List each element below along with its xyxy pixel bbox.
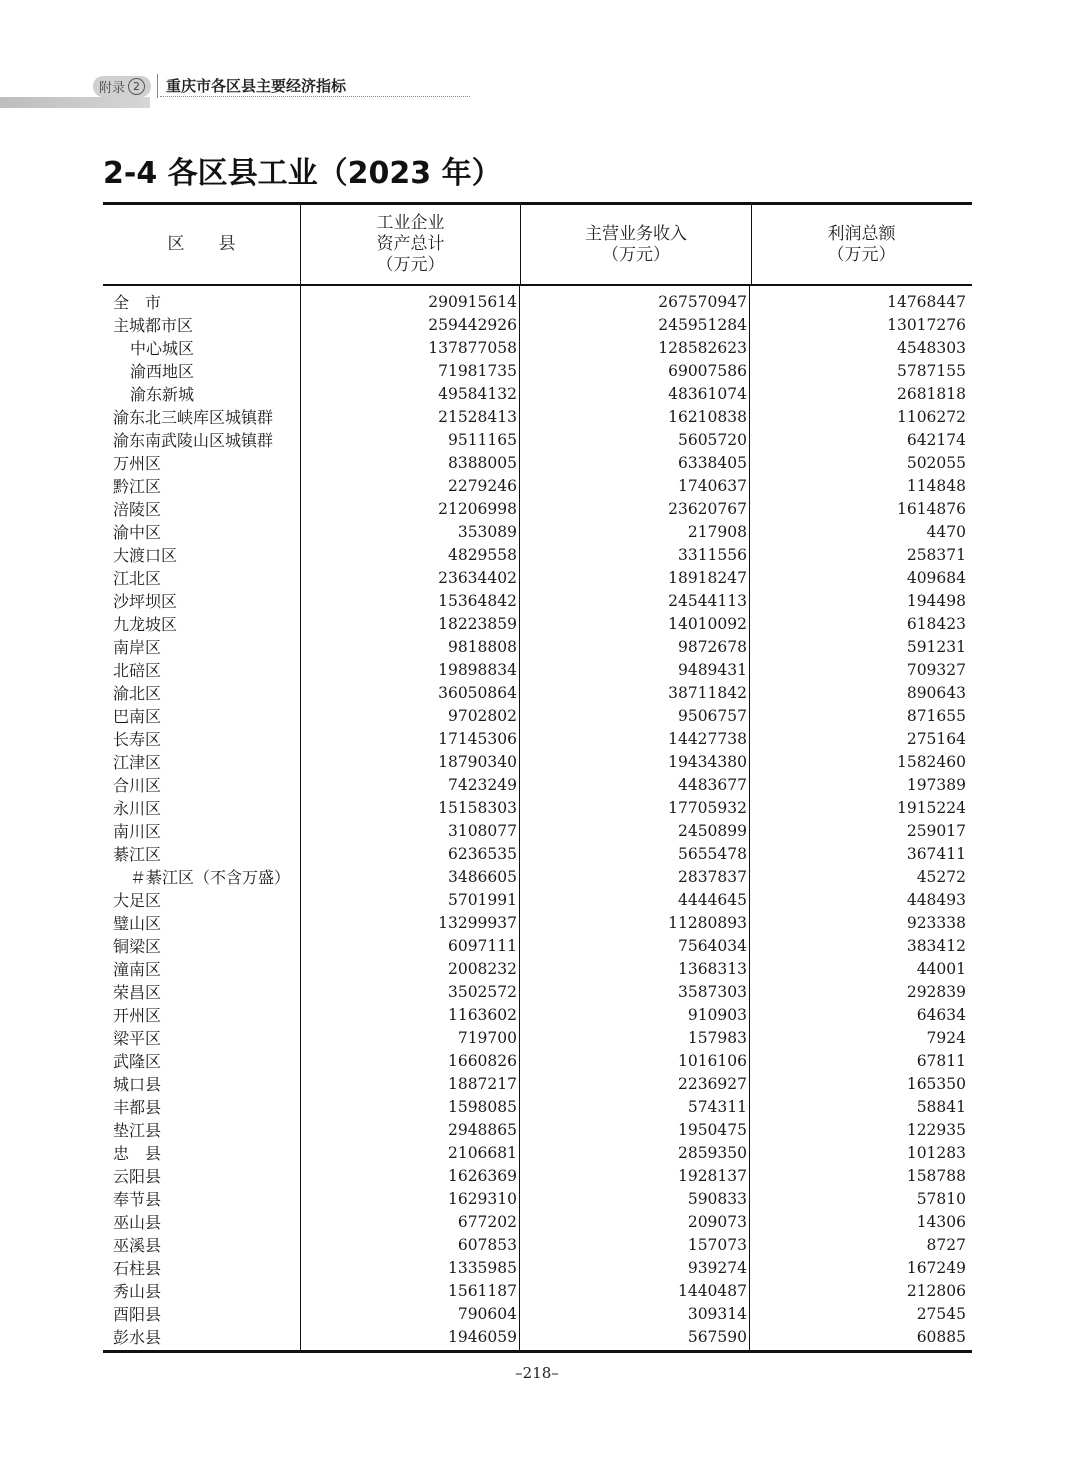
profit-value: 4470: [926, 522, 966, 541]
profit-value: 871655: [906, 706, 966, 725]
profit-value: 101283: [906, 1143, 966, 1162]
region-name: 梁平区: [113, 1029, 162, 1048]
table-row: [103, 1141, 972, 1164]
table-row: [103, 842, 972, 865]
appendix-number: 2: [128, 78, 145, 95]
table-row: [103, 819, 972, 842]
assets-value: 5701991: [447, 890, 517, 909]
table-row: [103, 405, 972, 428]
region-name: 璧山区: [113, 914, 162, 933]
assets-value: 677202: [457, 1212, 517, 1231]
region-name: 大渡口区: [113, 546, 178, 565]
header-assets-line1: 工业企业: [376, 213, 445, 233]
profit-value: 709327: [906, 660, 966, 679]
region-name: 渝中区: [113, 523, 162, 542]
region-name: 长寿区: [113, 730, 162, 749]
table-row: [103, 681, 972, 704]
region-name: 彭水县: [113, 1328, 162, 1347]
region-name: 綦江区: [113, 845, 162, 864]
profit-value: 591231: [906, 637, 966, 656]
region-name: 南川区: [113, 822, 162, 841]
assets-value: 15364842: [438, 591, 517, 610]
table-row: [103, 957, 972, 980]
assets-value: 36050864: [438, 683, 517, 702]
revenue-value: 24544113: [668, 591, 747, 610]
assets-value: 3502572: [447, 982, 517, 1001]
region-name: 渝东新城: [130, 385, 195, 404]
revenue-value: 3311556: [677, 545, 747, 564]
header-profit-unit: （万元）: [827, 244, 896, 265]
profit-value: 890643: [906, 683, 966, 702]
assets-value: 1887217: [447, 1074, 517, 1093]
revenue-value: 18918247: [668, 568, 747, 587]
region-name: 北碚区: [113, 661, 162, 680]
table-row: [103, 1256, 972, 1279]
revenue-value: 38711842: [668, 683, 747, 702]
profit-value: 502055: [906, 453, 966, 472]
table-row: [103, 1187, 972, 1210]
assets-value: 15158303: [438, 798, 517, 817]
profit-value: 409684: [906, 568, 966, 587]
revenue-value: 217908: [687, 522, 747, 541]
profit-value: 1582460: [896, 752, 966, 771]
region-name: ＃綦江区（不含万盛）: [130, 868, 291, 887]
table-row: [103, 1003, 972, 1026]
table-row: [103, 359, 972, 382]
revenue-value: 590833: [687, 1189, 747, 1208]
revenue-value: 9506757: [677, 706, 747, 725]
region-name: 永川区: [113, 799, 162, 818]
assets-value: 290915614: [428, 292, 517, 311]
assets-value: 23634402: [438, 568, 517, 587]
region-name: 巴南区: [113, 707, 162, 726]
region-name: 涪陵区: [113, 500, 162, 519]
profit-value: 383412: [906, 936, 966, 955]
column-divider: [519, 286, 520, 1350]
region-name: 九龙坡区: [113, 615, 178, 634]
assets-value: 1561187: [447, 1281, 517, 1300]
assets-value: 1946059: [447, 1327, 517, 1346]
profit-value: 14768447: [887, 292, 966, 311]
region-name: 云阳县: [113, 1167, 162, 1186]
table-row: [103, 497, 972, 520]
table-row: [103, 865, 972, 888]
profit-value: 27545: [916, 1304, 966, 1323]
table-row: [103, 313, 972, 336]
revenue-value: 2236927: [677, 1074, 747, 1093]
header-revenue-unit: （万元）: [602, 244, 670, 265]
revenue-value: 1440487: [677, 1281, 747, 1300]
revenue-value: 11280893: [668, 913, 747, 932]
revenue-value: 14427738: [668, 729, 747, 748]
revenue-value: 2859350: [677, 1143, 747, 1162]
region-name: 垫江县: [113, 1121, 162, 1140]
column-divider: [300, 286, 301, 1350]
revenue-value: 3587303: [677, 982, 747, 1001]
assets-value: 7423249: [447, 775, 517, 794]
profit-value: 64634: [916, 1005, 966, 1024]
region-name: 铜梁区: [113, 937, 162, 956]
revenue-value: 7564034: [677, 936, 747, 955]
assets-value: 4829558: [447, 545, 517, 564]
assets-value: 1629310: [447, 1189, 517, 1208]
profit-value: 4548303: [896, 338, 966, 357]
assets-value: 1660826: [447, 1051, 517, 1070]
region-name: 沙坪坝区: [113, 592, 178, 611]
assets-value: 353089: [457, 522, 517, 541]
assets-value: 9702802: [447, 706, 517, 725]
revenue-value: 1740637: [677, 476, 747, 495]
revenue-value: 1950475: [677, 1120, 747, 1139]
region-name: 开州区: [113, 1006, 162, 1025]
assets-value: 21528413: [438, 407, 517, 426]
table-header: [103, 205, 972, 286]
assets-value: 6236535: [447, 844, 517, 863]
table-row: [103, 382, 972, 405]
table-row: [103, 980, 972, 1003]
profit-value: 448493: [906, 890, 966, 909]
profit-value: 57810: [916, 1189, 966, 1208]
table-row: [103, 658, 972, 681]
revenue-value: 209073: [687, 1212, 747, 1231]
header-revenue-line1: 主营业务收入: [585, 223, 687, 244]
assets-value: 259442926: [428, 315, 517, 334]
revenue-value: 16210838: [668, 407, 747, 426]
revenue-value: 1928137: [677, 1166, 747, 1185]
column-divider: [749, 286, 750, 1350]
profit-value: 45272: [916, 867, 966, 886]
assets-value: 49584132: [438, 384, 517, 403]
assets-value: 2008232: [447, 959, 517, 978]
assets-value: 2948865: [447, 1120, 517, 1139]
region-name: 石柱县: [113, 1259, 162, 1278]
assets-value: 1335985: [447, 1258, 517, 1277]
header-revenue: [520, 205, 751, 284]
industry-table: [103, 202, 972, 1353]
revenue-value: 309314: [687, 1304, 747, 1323]
region-name: 武隆区: [113, 1052, 162, 1071]
header-region: [103, 205, 300, 284]
table-row: [103, 336, 972, 359]
profit-value: 197389: [906, 775, 966, 794]
profit-value: 923338: [906, 913, 966, 932]
revenue-value: 19434380: [668, 752, 747, 771]
table-row: [103, 290, 972, 313]
assets-value: 1626369: [447, 1166, 517, 1185]
table-row: [103, 911, 972, 934]
assets-value: 9511165: [447, 430, 517, 449]
header-assets: [300, 205, 520, 284]
profit-value: 618423: [906, 614, 966, 633]
profit-value: 1614876: [896, 499, 966, 518]
profit-value: 1106272: [896, 407, 966, 426]
table-row: [103, 1210, 972, 1233]
table-row: [103, 1233, 972, 1256]
table-row: [103, 543, 972, 566]
table-row: [103, 1118, 972, 1141]
region-name: 丰都县: [113, 1098, 162, 1117]
table-row: [103, 888, 972, 911]
profit-value: 2681818: [896, 384, 966, 403]
table-row: [103, 1049, 972, 1072]
revenue-value: 69007586: [668, 361, 747, 380]
table-row: [103, 1279, 972, 1302]
profit-value: 67811: [916, 1051, 966, 1070]
region-name: 南岸区: [113, 638, 162, 657]
revenue-value: 567590: [687, 1327, 747, 1346]
table-row: [103, 1095, 972, 1118]
region-name: 渝北区: [113, 684, 162, 703]
revenue-value: 2450899: [677, 821, 747, 840]
assets-value: 2106681: [447, 1143, 517, 1162]
revenue-value: 157073: [687, 1235, 747, 1254]
assets-value: 71981735: [438, 361, 517, 380]
region-name: 黔江区: [113, 477, 162, 496]
revenue-value: 574311: [687, 1097, 747, 1116]
table-row: [103, 1072, 972, 1095]
table-row: [103, 796, 972, 819]
assets-value: 9818808: [447, 637, 517, 656]
profit-value: 167249: [906, 1258, 966, 1277]
profit-value: 114848: [906, 476, 966, 495]
profit-value: 259017: [906, 821, 966, 840]
table-row: [103, 1302, 972, 1325]
table-row: [103, 520, 972, 543]
profit-value: 194498: [906, 591, 966, 610]
revenue-value: 23620767: [668, 499, 747, 518]
page-number: –218–: [515, 1364, 559, 1382]
profit-value: 58841: [916, 1097, 966, 1116]
region-name: 秀山县: [113, 1282, 162, 1301]
table-row: [103, 1026, 972, 1049]
region-name: 酉阳县: [113, 1305, 162, 1324]
revenue-value: 1368313: [677, 959, 747, 978]
profit-value: 642174: [906, 430, 966, 449]
assets-value: 3108077: [447, 821, 517, 840]
profit-value: 165350: [906, 1074, 966, 1093]
appendix-badge: [93, 75, 151, 97]
table-row: [103, 428, 972, 451]
profit-value: 13017276: [887, 315, 966, 334]
table-row: [103, 1164, 972, 1187]
assets-value: 719700: [457, 1028, 517, 1047]
region-name: 渝西地区: [130, 362, 195, 381]
header-dotted-rule: [160, 96, 470, 97]
assets-value: 18223859: [438, 614, 517, 633]
profit-value: 212806: [906, 1281, 966, 1300]
region-name: 巫溪县: [113, 1236, 162, 1255]
revenue-value: 1016106: [677, 1051, 747, 1070]
profit-value: 258371: [906, 545, 966, 564]
region-name: 江北区: [113, 569, 162, 588]
revenue-value: 4483677: [677, 775, 747, 794]
region-name: 大足区: [113, 891, 162, 910]
table-row: [103, 635, 972, 658]
header-profit: [751, 205, 971, 284]
running-header-title: 重庆市各区县主要经济指标: [166, 77, 347, 95]
table-row: [103, 451, 972, 474]
region-name: 城口县: [113, 1075, 162, 1094]
revenue-value: 5655478: [677, 844, 747, 863]
assets-value: 17145306: [438, 729, 517, 748]
revenue-value: 17705932: [668, 798, 747, 817]
assets-value: 607853: [457, 1235, 517, 1254]
header-profit-line1: 利润总额: [827, 223, 896, 244]
profit-value: 1915224: [896, 798, 966, 817]
region-name: 全 市: [113, 293, 162, 312]
assets-value: 1163602: [447, 1005, 517, 1024]
table-row: [103, 589, 972, 612]
region-name: 万州区: [113, 454, 162, 473]
revenue-value: 910903: [687, 1005, 747, 1024]
region-name: 荣昌区: [113, 983, 162, 1002]
table-body: [103, 286, 972, 1350]
revenue-value: 14010092: [668, 614, 747, 633]
header-region-label: 区 县: [167, 234, 236, 254]
profit-value: 8727: [926, 1235, 966, 1254]
assets-value: 1598085: [447, 1097, 517, 1116]
assets-value: 3486605: [447, 867, 517, 886]
profit-value: 122935: [906, 1120, 966, 1139]
header-assets-unit: （万元）: [376, 255, 445, 275]
region-name: 潼南区: [113, 960, 162, 979]
profit-value: 292839: [906, 982, 966, 1001]
appendix-label: 附录: [99, 80, 126, 96]
revenue-value: 48361074: [668, 384, 747, 403]
region-name: 主城都市区: [113, 316, 194, 335]
region-name: 奉节县: [113, 1190, 162, 1209]
region-name: 江津区: [113, 753, 162, 772]
header-decor-bar: [0, 97, 150, 108]
revenue-value: 245951284: [658, 315, 747, 334]
revenue-value: 939274: [687, 1258, 747, 1277]
assets-value: 137877058: [428, 338, 517, 357]
profit-value: 275164: [906, 729, 966, 748]
table-row: [103, 474, 972, 497]
profit-value: 367411: [906, 844, 966, 863]
revenue-value: 267570947: [658, 292, 747, 311]
region-name: 合川区: [113, 776, 162, 795]
assets-value: 21206998: [438, 499, 517, 518]
profit-value: 60885: [916, 1327, 966, 1346]
profit-value: 44001: [916, 959, 966, 978]
region-name: 中心城区: [130, 339, 195, 358]
table-row: [103, 704, 972, 727]
assets-value: 790604: [457, 1304, 517, 1323]
table-row: [103, 727, 972, 750]
header-separator: [157, 74, 158, 98]
revenue-value: 9489431: [677, 660, 747, 679]
revenue-value: 2837837: [677, 867, 747, 886]
profit-value: 7924: [926, 1028, 966, 1047]
profit-value: 14306: [916, 1212, 966, 1231]
region-name: 忠 县: [113, 1144, 162, 1163]
table-row: [103, 566, 972, 589]
assets-value: 8388005: [447, 453, 517, 472]
region-name: 巫山县: [113, 1213, 162, 1232]
revenue-value: 157983: [687, 1028, 747, 1047]
revenue-value: 4444645: [677, 890, 747, 909]
assets-value: 19898834: [438, 660, 517, 679]
profit-value: 5787155: [896, 361, 966, 380]
table-row: [103, 934, 972, 957]
table-row: [103, 773, 972, 796]
region-name: 渝东南武陵山区城镇群: [113, 431, 274, 450]
region-name: 渝东北三峡库区城镇群: [113, 408, 274, 427]
assets-value: 2279246: [447, 476, 517, 495]
revenue-value: 6338405: [677, 453, 747, 472]
revenue-value: 5605720: [677, 430, 747, 449]
assets-value: 6097111: [447, 936, 517, 955]
revenue-value: 9872678: [677, 637, 747, 656]
assets-value: 13299937: [438, 913, 517, 932]
revenue-value: 128582623: [658, 338, 747, 357]
page-title: 2-4 各区县工业（2023 年）: [103, 156, 502, 191]
table-row: [103, 750, 972, 773]
table-row: [103, 1325, 972, 1348]
header-assets-line2: 资产总计: [376, 234, 445, 254]
assets-value: 18790340: [438, 752, 517, 771]
profit-value: 158788: [906, 1166, 966, 1185]
table-row: [103, 612, 972, 635]
appendix-pill: [93, 76, 151, 97]
